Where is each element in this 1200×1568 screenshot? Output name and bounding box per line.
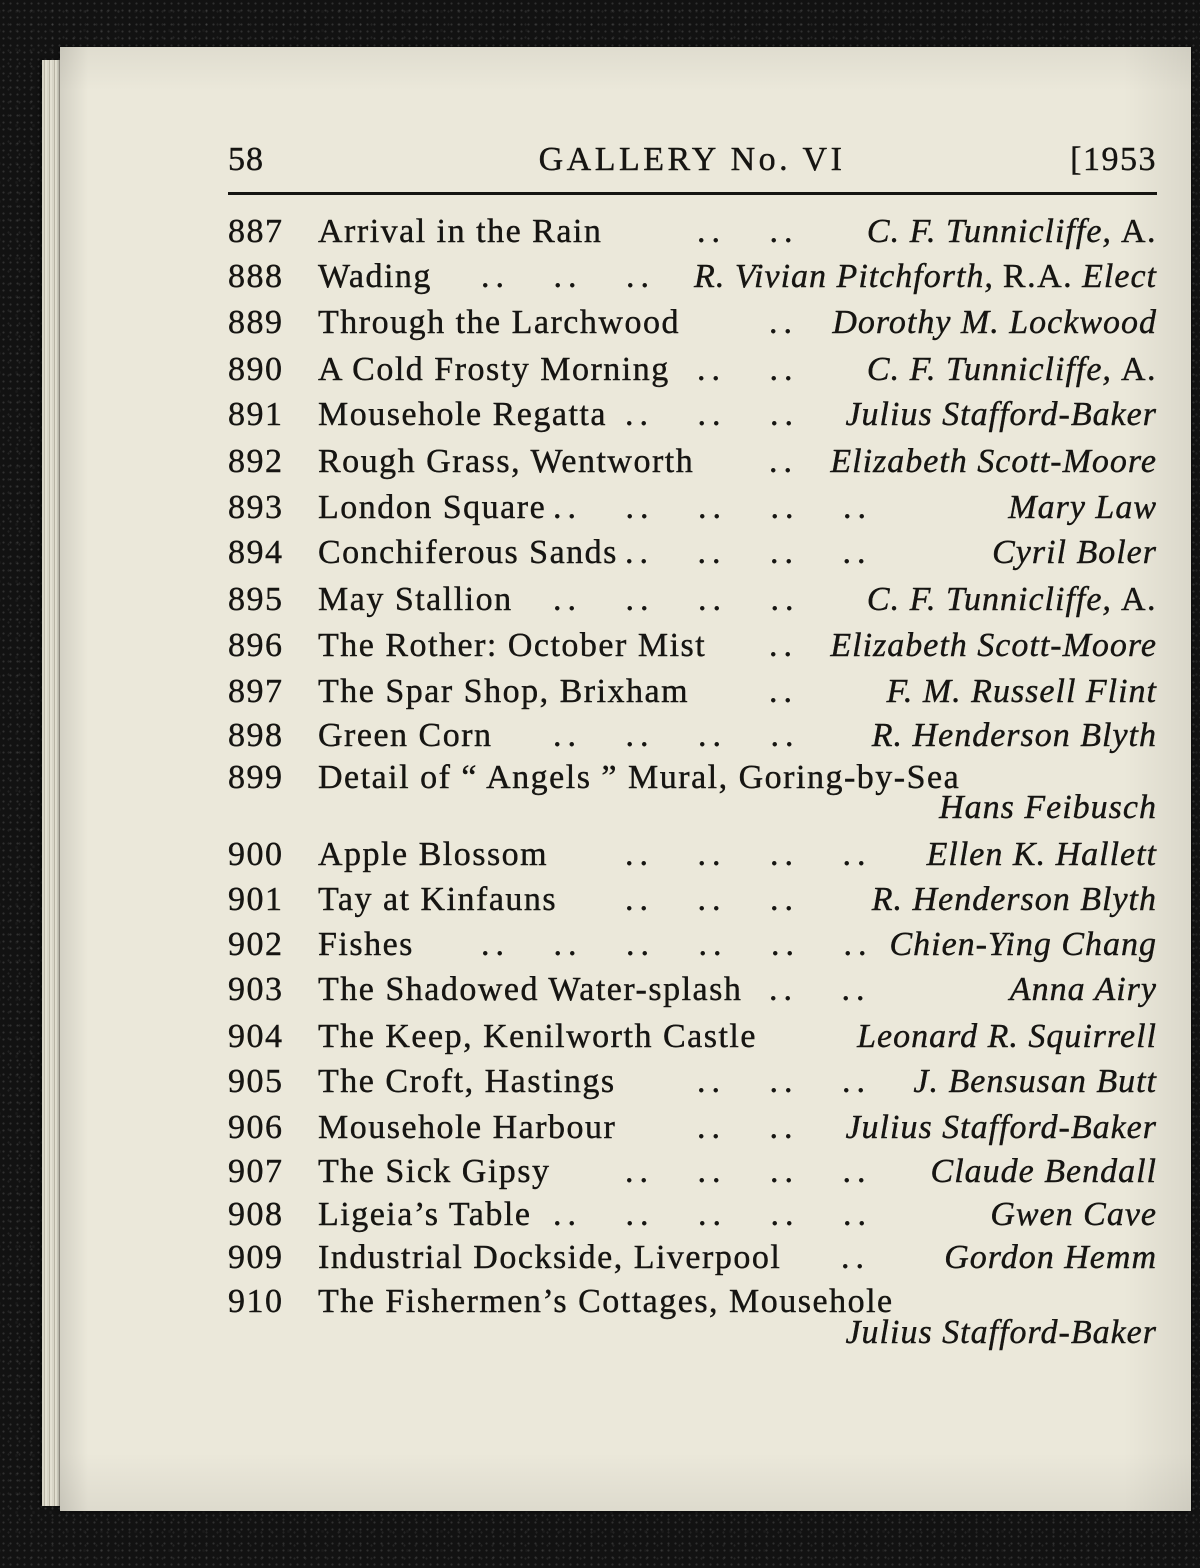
artist-qualifier: A. xyxy=(1120,351,1157,388)
leader-dots: .. xyxy=(769,673,798,710)
catalogue-entry-888 xyxy=(0,255,1200,299)
artist-name: R. Henderson Blyth xyxy=(871,881,1157,918)
leader-dots: .. .. xyxy=(769,971,871,1008)
catalogue-entry-899-artist-line xyxy=(0,786,1200,830)
artist-qualifier-elect: Elect xyxy=(1082,258,1157,295)
leader-dots: .. xyxy=(769,627,798,664)
catalogue-number: 906 xyxy=(228,1109,284,1146)
catalogue-entry-889 xyxy=(0,301,1200,345)
artwork-title: Detail of “ Angels ” Mural, Goring-by-Sea xyxy=(318,759,961,796)
artist-credit xyxy=(992,531,1157,575)
artist-credit xyxy=(1008,486,1157,530)
artist-name: Leonard R. Squirrell xyxy=(857,1018,1157,1055)
artist-credit xyxy=(939,786,1157,830)
catalogue-entry-906 xyxy=(0,1106,1200,1150)
artwork-title: Mousehole Harbour xyxy=(318,1109,617,1146)
artist-name: Elizabeth Scott-Moore xyxy=(830,627,1157,664)
catalogue-number: 902 xyxy=(228,926,284,963)
artist-name: Hans Feibusch xyxy=(939,789,1157,826)
catalogue-number: 899 xyxy=(228,759,284,796)
leader-dots: .. .. xyxy=(697,213,799,250)
year-mark: [1953 xyxy=(1070,141,1157,178)
artwork-title: The Keep, Kenilworth Castle xyxy=(318,1018,757,1055)
catalogue-entry-892 xyxy=(0,440,1200,484)
catalogue-entry-887 xyxy=(0,210,1200,254)
gallery-heading: GALLERY No. VI xyxy=(538,141,846,178)
leader-dots: .. .. .. .. xyxy=(553,581,800,618)
catalogue-number: 892 xyxy=(228,443,284,480)
catalogue-number: 891 xyxy=(228,396,284,433)
artwork-title: Green Corn xyxy=(318,717,493,754)
artist-credit xyxy=(867,578,1157,622)
artist-name: Julius Stafford-Baker xyxy=(845,1109,1157,1146)
artist-credit xyxy=(872,878,1157,922)
artist-credit xyxy=(1010,968,1157,1012)
artist-name: Mary Law xyxy=(1008,489,1157,526)
catalogue-entry-896 xyxy=(0,624,1200,668)
artist-credit xyxy=(931,1150,1157,1194)
artwork-title: Conchiferous Sands xyxy=(318,534,618,571)
artist-name: Julius Stafford-Baker xyxy=(845,396,1157,433)
artwork-title: Rough Grass, Wentworth xyxy=(318,443,695,480)
artist-credit xyxy=(830,624,1157,668)
artwork-title: The Shadowed Water-splash xyxy=(318,971,743,1008)
artist-credit xyxy=(872,714,1157,758)
artist-credit xyxy=(990,1193,1157,1237)
leader-dots: .. .. .. .. xyxy=(625,836,872,873)
catalogue-number: 895 xyxy=(228,581,284,618)
catalogue-number: 901 xyxy=(228,881,284,918)
catalogue-entry-902 xyxy=(0,923,1200,967)
leader-dots: .. .. .. .. .. xyxy=(553,1196,872,1233)
catalogue-number: 903 xyxy=(228,971,284,1008)
header-rule xyxy=(228,192,1157,195)
artwork-title: The Sick Gipsy xyxy=(318,1153,551,1190)
catalogue-number: 897 xyxy=(228,673,284,710)
artwork-title: Mousehole Regatta xyxy=(318,396,607,433)
artist-name: R. Vivian Pitchforth, xyxy=(694,258,994,295)
artist-credit xyxy=(867,348,1157,392)
artwork-title: The Fishermen’s Cottages, Mousehole xyxy=(318,1283,894,1320)
artist-credit xyxy=(927,833,1157,877)
leader-dots: .. .. .. xyxy=(481,258,655,295)
artist-credit xyxy=(944,1236,1157,1280)
catalogue-entry-898 xyxy=(0,714,1200,758)
catalogue-number: 893 xyxy=(228,489,284,526)
artist-credit xyxy=(886,670,1157,714)
artist-credit xyxy=(694,255,1157,299)
catalogue-entry-908 xyxy=(0,1193,1200,1237)
leader-dots: .. .. .. xyxy=(625,881,799,918)
artist-name: Julius Stafford-Baker xyxy=(845,1314,1157,1351)
catalogue-entry-903 xyxy=(0,968,1200,1012)
artwork-title: Tay at Kinfauns xyxy=(318,881,558,918)
artist-credit xyxy=(857,1015,1157,1059)
catalogue-number: 898 xyxy=(228,717,284,754)
artist-name: J. Bensusan Butt xyxy=(913,1063,1157,1100)
artist-credit xyxy=(830,440,1157,484)
artist-name: Cyril Boler xyxy=(992,534,1157,571)
artist-name: Gordon Hemm xyxy=(944,1239,1157,1276)
leader-dots: .. .. xyxy=(697,1109,799,1146)
catalogue-number: 894 xyxy=(228,534,284,571)
leader-dots: .. xyxy=(769,443,798,480)
artwork-title: The Croft, Hastings xyxy=(318,1063,616,1100)
catalogue-entry-894 xyxy=(0,531,1200,575)
artist-name: C. F. Tunnicliffe, xyxy=(866,351,1112,388)
artist-credit xyxy=(889,923,1157,967)
leader-dots: .. .. .. .. .. xyxy=(553,489,872,526)
catalogue-number: 905 xyxy=(228,1063,284,1100)
catalogue-entry-909 xyxy=(0,1236,1200,1280)
artist-name: R. Henderson Blyth xyxy=(871,717,1157,754)
artist-name: Dorothy M. Lockwood xyxy=(832,304,1157,341)
artwork-title: Wading xyxy=(318,258,432,295)
artist-credit xyxy=(845,1311,1157,1355)
artist-qualifier: A. xyxy=(1120,213,1157,250)
catalogue-entry-907 xyxy=(0,1150,1200,1194)
catalogue-entry-905 xyxy=(0,1060,1200,1104)
artist-name: Elizabeth Scott-Moore xyxy=(830,443,1157,480)
catalogue-entry-901 xyxy=(0,878,1200,922)
artwork-title: London Square xyxy=(318,489,547,526)
leader-dots: .. .. xyxy=(697,351,799,388)
artwork-title: A Cold Frosty Morning xyxy=(318,351,670,388)
leader-dots: .. xyxy=(769,304,798,341)
artwork-title: The Rother: October Mist xyxy=(318,627,707,664)
artist-name: C. F. Tunnicliffe, xyxy=(866,213,1112,250)
artwork-title: Arrival in the Rain xyxy=(318,213,603,250)
catalogue-entry-895 xyxy=(0,578,1200,622)
catalogue-number: 887 xyxy=(228,213,284,250)
leader-dots: .. xyxy=(841,1239,870,1276)
leader-dots: .. .. .. xyxy=(697,1063,871,1100)
catalogue-number: 890 xyxy=(228,351,284,388)
artist-name: Chien-Ying Chang xyxy=(889,926,1157,963)
catalogue-entry-891 xyxy=(0,393,1200,437)
artwork-title: Ligeia’s Table xyxy=(318,1196,532,1233)
artist-credit xyxy=(832,301,1157,345)
catalogue-entry-897 xyxy=(0,670,1200,714)
artwork-title: Through the Larchwood xyxy=(318,304,680,341)
artist-name: Ellen K. Hallett xyxy=(926,836,1157,873)
catalogue-entry-900 xyxy=(0,833,1200,877)
artwork-title: Industrial Dockside, Liverpool xyxy=(318,1239,782,1276)
catalogue-entry-904 xyxy=(0,1015,1200,1059)
artwork-title: Fishes xyxy=(318,926,414,963)
catalogue-number: 900 xyxy=(228,836,284,873)
artist-qualifier: R.A. xyxy=(1002,258,1074,295)
catalogue-entry-890 xyxy=(0,348,1200,392)
artist-name: Claude Bendall xyxy=(930,1153,1157,1190)
leader-dots: .. .. .. .. xyxy=(553,717,800,754)
catalogue-number: 889 xyxy=(228,304,284,341)
artwork-title: Apple Blossom xyxy=(318,836,549,873)
artist-name: Gwen Cave xyxy=(990,1196,1157,1233)
artist-qualifier: A. xyxy=(1120,581,1157,618)
catalogue-number: 904 xyxy=(228,1018,284,1055)
artist-credit xyxy=(845,393,1157,437)
catalogue-entry-893 xyxy=(0,486,1200,530)
catalogue-entry-910-artist-line xyxy=(0,1311,1200,1355)
artist-name: C. F. Tunnicliffe, xyxy=(866,581,1112,618)
leader-dots: .. .. .. xyxy=(625,396,799,433)
artwork-title: May Stallion xyxy=(318,581,513,618)
artist-name: F. M. Russell Flint xyxy=(886,673,1157,710)
artist-credit xyxy=(913,1060,1157,1104)
artwork-title: The Spar Shop, Brixham xyxy=(318,673,690,710)
catalogue-number: 907 xyxy=(228,1153,284,1190)
page-number: 58 xyxy=(228,141,264,178)
artist-name: Anna Airy xyxy=(1009,971,1157,1008)
artist-credit xyxy=(867,210,1157,254)
leader-dots: .. .. .. .. xyxy=(625,1153,872,1190)
catalogue-number: 910 xyxy=(228,1283,284,1320)
catalogue-number: 909 xyxy=(228,1239,284,1276)
catalogue-number: 896 xyxy=(228,627,284,664)
artist-credit xyxy=(845,1106,1157,1150)
catalogue-number: 908 xyxy=(228,1196,284,1233)
leader-dots: .. .. .. .. .. .. xyxy=(481,926,873,963)
catalogue-number: 888 xyxy=(228,258,284,295)
leader-dots: .. .. .. .. xyxy=(625,534,872,571)
